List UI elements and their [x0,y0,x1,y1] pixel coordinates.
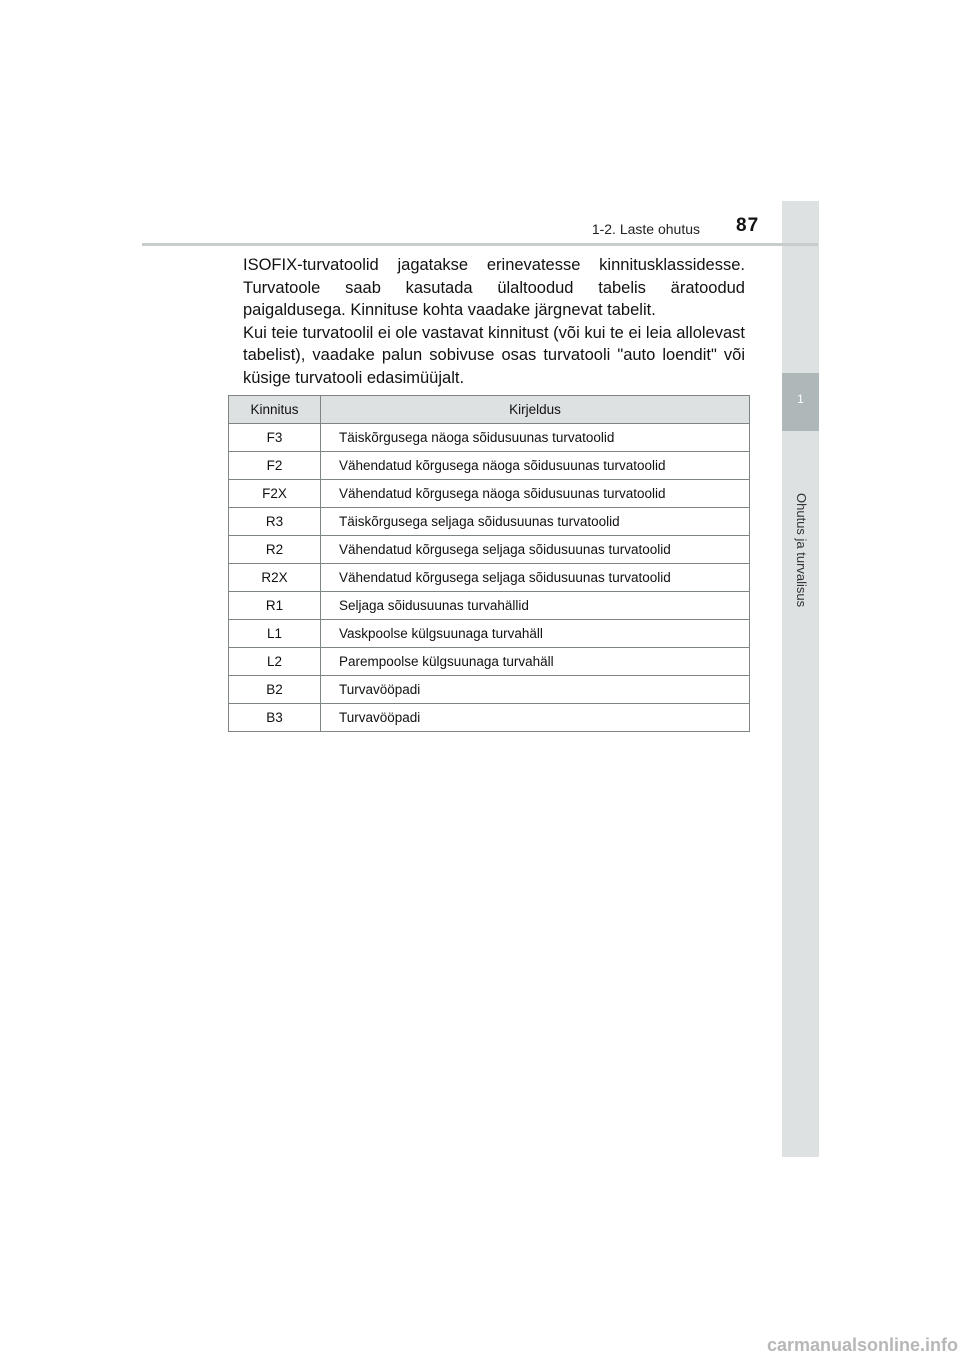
table-header-row [229,396,750,424]
fixture-code: R2 [229,536,321,564]
fixture-code: B2 [229,676,321,704]
table-row [229,452,750,480]
fixture-description: Turvavööpadi [321,704,750,732]
column-header-fixture: Kinnitus [229,396,321,424]
table-row [229,536,750,564]
fixture-description: Täiskõrgusega seljaga sõidusuunas turvatoolid [321,508,750,536]
fixture-description: Vähendatud kõrgusega näoga sõidusuunas turvatoolid [321,480,750,508]
chapter-title: Ohutus ja turvalisus [794,493,809,608]
table-row [229,592,750,620]
page-number: 87 [736,215,760,236]
fixture-code: L2 [229,648,321,676]
fixture-code: L1 [229,620,321,648]
fixture-description: Parempoolse külgsuunaga turvahäll [321,648,750,676]
fixture-description: Täiskõrgusega näoga sõidusuunas turvatoolid [321,424,750,452]
table-row [229,676,750,704]
column-header-description: Kirjeldus [321,396,750,424]
fixture-description: Vähendatud kõrgusega seljaga sõidusuunas turvatoolid [321,564,750,592]
chapter-number: 1 [797,392,804,406]
fixture-description: Vaskpoolse külgsuunaga turvahäll [321,620,750,648]
fixture-description: Vähendatud kõrgusega näoga sõidusuunas turvatoolid [321,452,750,480]
paragraph-isofix-classes: ISOFIX-turvatoolid jagatakse erinevatesse kinnitusklassidesse. Turvatoole saab kasutada ülaltoodud tabelis äratoodud paigaldusega. Kinnituse kohta vaadake järgnevat tabelit. [243,256,745,319]
section-title: 1-2. Laste ohutus [591,221,700,237]
paragraph-no-fixture: Kui teie turvatoolil ei ole vastavat kinnitust (või kui te ei leia allolevast tabelist), vaadake palun sobivuse osas turvatooli "auto loendit" või küsige turvatooli edasimüüjalt. [243,323,745,387]
table-row [229,648,750,676]
fixture-code: B3 [229,704,321,732]
table-row [229,480,750,508]
fixture-code: F2 [229,452,321,480]
fixture-description: Seljaga sõidusuunas turvahällid [321,592,750,620]
fixture-description: Turvavööpadi [321,676,750,704]
fixture-code: F3 [229,424,321,452]
fixture-table [228,395,750,732]
fixture-code: R2X [229,564,321,592]
table-row [229,564,750,592]
table-row [229,704,750,732]
fixture-description: Vähendatud kõrgusega seljaga sõidusuunas turvatoolid [321,536,750,564]
table-row [229,424,750,452]
body-text [243,254,745,389]
fixture-code: R3 [229,508,321,536]
header-divider [142,243,818,246]
fixture-code: F2X [229,480,321,508]
fixture-code: R1 [229,592,321,620]
table-row [229,508,750,536]
footer-watermark: carmanualsonline.info [766,1335,958,1355]
table-row [229,620,750,648]
